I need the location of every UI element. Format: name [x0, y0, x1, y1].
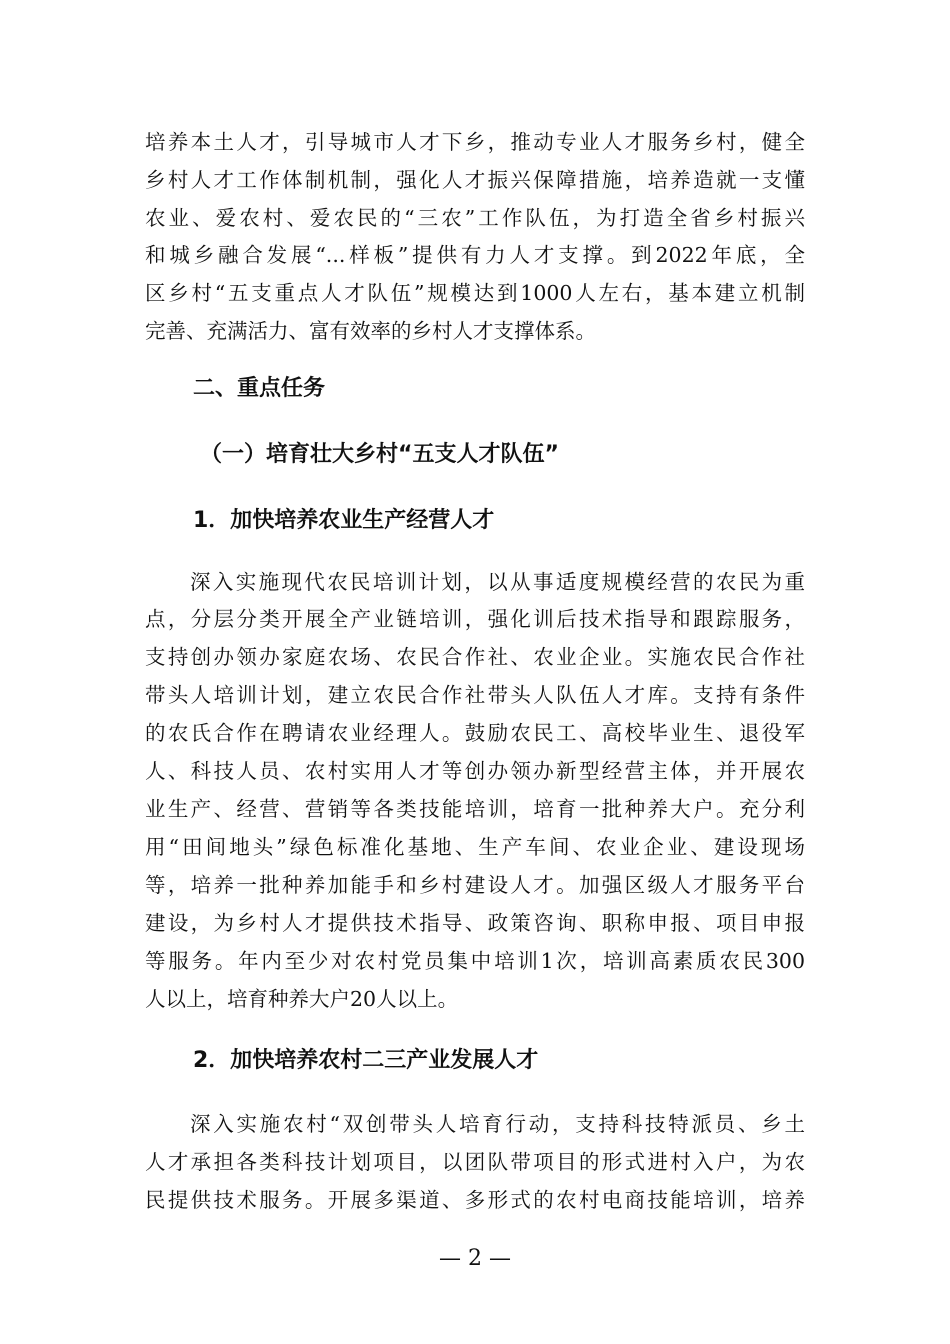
item1-line: 人以上，培育种养大户20人以上。: [145, 987, 459, 1011]
item1-line: 支持创办领办家庭农场、农民合作社、农业企业。实施农民合作社: [145, 645, 805, 669]
item1-line: 用“田间地头”绿色标准化基地、生产车间、农业企业、建设现场: [145, 835, 805, 859]
item2-title: 2．加快培养农村二三产业发展人才: [193, 1048, 539, 1073]
item1-line: 等，培养一批种养加能手和乡村建设人才。加强区级人才服务平台: [145, 873, 805, 897]
item1-line: 人、科技人员、农村实用人才等创办领办新型经营主体，并开展农: [145, 759, 805, 783]
item2-line: 深入实施农村“双创带头人培育行动，支持科技特派员、乡土: [190, 1112, 805, 1136]
intro-line: 农业、爱农村、爱农民的“三农”工作队伍，为打造全省乡村振兴: [145, 206, 805, 230]
item1-line: 的农氏合作在聘请农业经理人。鼓励农民工、高校毕业生、退役军: [145, 721, 805, 745]
item2-line: 民提供技术服务。开展多渠道、多形式的农村电商技能培训，培养: [145, 1188, 805, 1212]
page-number: — 2 —: [439, 1246, 511, 1271]
intro-line: 区乡村“五支重点人才队伍”规模达到1000人左右，基本建立机制: [145, 281, 805, 305]
intro-line: 乡村人才工作体制机制，强化人才振兴保障措施，培养造就一支懂: [145, 168, 805, 192]
item1-line: 等服务。年内至少对农村党员集中培训1次，培训高素质农民300: [145, 949, 805, 973]
subsection-title: （一）培育壮大乡村“五支人才队伍”: [200, 442, 559, 467]
item1-line: 带头人培训计划，建立农民合作社带头人队伍人才库。支持有条件: [145, 683, 805, 707]
item2-line: 人才承担各类科技计划项目，以团队带项目的形式进村入户，为农: [145, 1150, 805, 1174]
item1-line: 点，分层分类开展全产业链培训，强化训后技术指导和跟踪服务，: [145, 607, 805, 631]
intro-line: 培养本土人才，引导城市人才下乡，推动专业人才服务乡村，健全: [145, 130, 805, 154]
item1-title: 1．加快培养农业生产经营人才: [193, 508, 495, 533]
item1-line: 深入实施现代农民培训计划，以从事适度规模经营的农民为重: [190, 570, 805, 594]
item1-line: 建设，为乡村人才提供技术指导、政策咨询、职称申报、项目申报: [145, 911, 805, 935]
section-title: 二、重点任务: [193, 376, 326, 401]
item1-line: 业生产、经营、营销等各类技能培训，培育一批种养大户。充分利: [145, 797, 805, 821]
intro-line: 完善、充满活力、富有效率的乡村人才支撑体系。: [145, 319, 596, 343]
intro-line: 和城乡融合发展“...样板”提供有力人才支撑。到2022年底，全: [145, 243, 805, 267]
